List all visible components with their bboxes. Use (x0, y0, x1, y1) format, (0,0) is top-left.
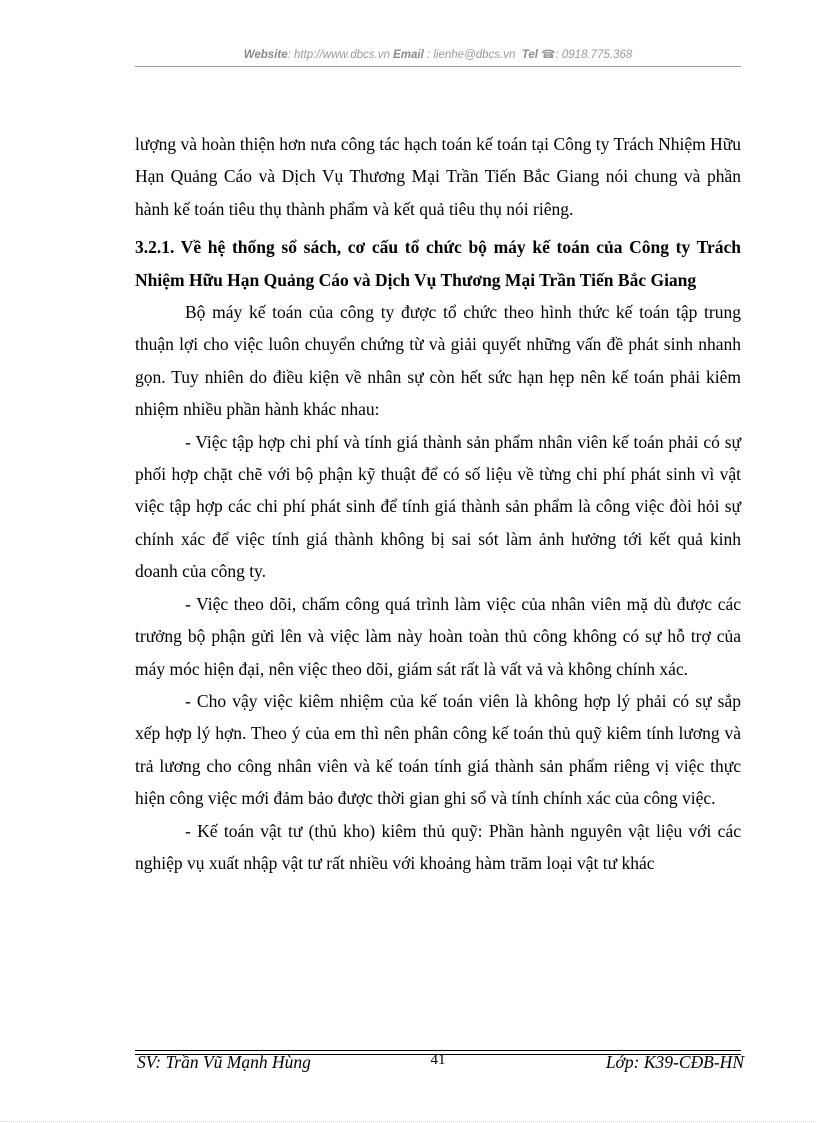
header-divider (135, 66, 741, 67)
document-body (135, 128, 741, 879)
phone-icon: ☎ (541, 49, 556, 61)
website-label: Website (243, 49, 288, 61)
footer-class: Lớp: K39-CĐB-HN (605, 1052, 744, 1072)
website-value[interactable]: : http://www.dbcs.vn (287, 49, 390, 61)
tel-label: Tel (521, 49, 538, 61)
paragraph-5: - Kế toán vật tư (thủ kho) kiêm thủ quỹ: Phần hành nguyên vật liệu với các nghiệp vụ xuất nhập vật tư rất nhiều với khoảng hàm trăm loại vật tư khác (135, 820, 741, 873)
page-header (135, 47, 741, 61)
section-heading: 3.2.1. Về hệ thống sổ sách, cơ cấu tổ chức bộ máy kế toán của Công ty Trách Nhiệm Hữu Hạn Quảng Cáo và Dịch Vụ Thương Mại Trần Tiến Bắc Giang (135, 237, 741, 290)
email-value[interactable]: : lienhe@dbcs.vn (426, 49, 516, 61)
paragraph-2: - Việc tập hợp chi phí và tính giá thành sản phẩm nhân viên kế toán phải có sự phối hợp chặt chẽ với bộ phận kỹ thuật để có số liệu về từng chi phí phát sinh vì vật việc tập hợp các chi phí phát sinh để tính giá thành sản phẩm là công việc đòi hỏi sự chính xác để việc tính giá thành không bị sai sót làm ảnh hưởng tới kết quả kinh doanh của công ty. (135, 431, 741, 582)
paragraph-1: Bộ máy kế toán của công ty được tổ chức theo hình thức kế toán tập trung thuận lợi cho việc luôn chuyển chứng từ và giải quyết những vấn đề phát sinh nhanh gọn. Tuy nhiên do điều kiện về nhân sự còn hết sức hạn hẹp nên kế toán phải kiêm nhiệm nhiều phần hành khác nhau: (135, 302, 741, 420)
page-edge (0, 1121, 816, 1122)
tel-value: : 0918.775.368 (555, 49, 633, 61)
email-label: Email (393, 49, 424, 61)
footer-divider (135, 1050, 741, 1051)
page-number: 41 (430, 1052, 446, 1068)
paragraph-3: - Việc theo dõi, chấm công quá trình làm việc của nhân viên mặ dù được các trưởng bộ phận gửi lên và việc làm này hoàn toàn thủ công không có sự hỗ trợ của máy móc hiện đại, nên việc theo dõi, giám sát rất là vất vả và không chính xác. (135, 593, 741, 679)
paragraph-intro: lượng và hoàn thiện hơn nưa công tác hạch toán kế toán tại Công ty Trách Nhiệm Hữu Hạn Quảng Cáo và Dịch Vụ Thương Mại Trần Tiến Bắc Giang nói chung và phần hành kế toán tiêu thụ thành phẩm và kết quả tiêu thụ nói riêng. (135, 134, 741, 219)
paragraph-4: - Cho vậy việc kiêm nhiệm của kế toán viên là không hợp lý phải có sự sắp xếp hợp lý hợn. Theo ý của em thì nên phân công kế toán thủ quỹ kiêm tính lương và trả lương cho công nhân viên và kế toán tính giá thành sản phẩm riêng vị việc thực hiện công việc mới đảm bảo được thời gian ghi sổ và tính chính xác của công việc. (135, 690, 741, 809)
footer-student: SV: Trần Vũ Mạnh Hùng (137, 1052, 311, 1072)
